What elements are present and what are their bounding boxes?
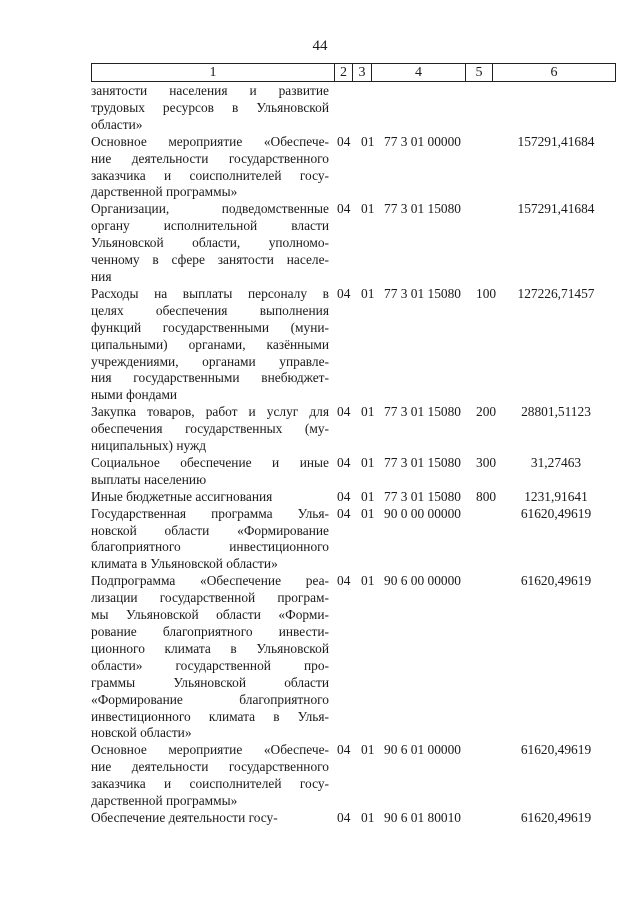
row-description: [91, 286, 329, 404]
description-line: дарственной программы»: [91, 184, 238, 200]
section-code: 04: [337, 133, 351, 149]
subsection-code: 01: [361, 505, 375, 521]
amount: 28801,51123: [521, 404, 591, 420]
header-col-1: 1: [92, 64, 335, 81]
subsection-code: 01: [361, 742, 375, 758]
table-row: [0, 573, 640, 742]
description-line: инвестиционного климата в Улья-: [91, 708, 329, 724]
description-line: «Формирование благоприятного: [91, 691, 329, 707]
description-line: Основное мероприятие «Обеспече-: [91, 133, 329, 149]
header-col-2: 2: [335, 64, 353, 81]
amount: 1231,91641: [524, 488, 588, 504]
row-description: [91, 83, 329, 134]
description-line: выплаты населению: [91, 471, 207, 487]
description-line: дарственной программы»: [91, 793, 238, 809]
section-code: 04: [337, 809, 351, 825]
description-line: климата в Ульяновской области»: [91, 556, 278, 572]
row-description: [91, 573, 329, 742]
description-line: заказчика и соисполнителей госу-: [91, 776, 329, 792]
row-description: [91, 810, 329, 827]
table-row: [0, 742, 640, 810]
amount: 61620,49619: [520, 505, 592, 521]
section-code: 04: [337, 404, 351, 420]
amount: 157291,41684: [517, 133, 595, 149]
target-article-code: 90 6 01 80010: [384, 809, 461, 825]
description-line: ченному в сфере занятости населе-: [91, 252, 329, 268]
table-row: [0, 83, 640, 134]
table-row: [0, 201, 640, 286]
amount: 61620,49619: [520, 809, 592, 825]
description-line: Закупка товаров, работ и услуг для: [91, 404, 329, 420]
amount: 61620,49619: [520, 573, 592, 589]
amount: 127226,71457: [517, 285, 595, 301]
table-body: [0, 83, 640, 827]
description-line: новской области «Формирование: [91, 522, 329, 538]
table-row: [0, 506, 640, 574]
description-line: мы Ульяновской области «Форми-: [91, 607, 329, 623]
expense-type-code: 200: [476, 404, 497, 420]
amount: 31,27463: [530, 454, 582, 470]
description-line: Социальное обеспечение и иные: [91, 454, 329, 470]
row-description: [91, 742, 329, 810]
amount: 61620,49619: [520, 742, 592, 758]
description-line: Государственная программа Улья-: [91, 505, 329, 521]
description-line: ными фондами: [91, 387, 178, 403]
table-row: [0, 455, 640, 489]
description-line: заказчика и соисполнителей госу-: [91, 167, 329, 183]
table-row: [0, 489, 640, 506]
target-article-code: 77 3 01 00000: [384, 133, 461, 149]
subsection-code: 01: [361, 404, 375, 420]
description-line: благоприятного инвестиционного: [91, 539, 329, 555]
description-line: органу исполнительной власти: [91, 218, 329, 234]
expense-type-code: 100: [476, 285, 497, 301]
section-code: 04: [337, 742, 351, 758]
description-line: новской области»: [91, 725, 192, 741]
header-col-3: 3: [353, 64, 372, 81]
row-description: [91, 506, 329, 574]
description-line: ционного климата в Ульяновской: [91, 640, 329, 656]
subsection-code: 01: [361, 573, 375, 589]
target-article-code: 77 3 01 15080: [384, 285, 461, 301]
subsection-code: 01: [361, 809, 375, 825]
description-line: области» государственной про-: [91, 657, 329, 673]
section-code: 04: [337, 201, 351, 217]
row-description: [91, 489, 329, 506]
page-number: 44: [312, 38, 328, 54]
target-article-code: 77 3 01 15080: [384, 488, 461, 504]
description-line: рование благоприятного инвести-: [91, 624, 329, 639]
description-line: Обеспечение деятельности госу-: [91, 809, 278, 825]
target-article-code: 90 0 00 00000: [384, 505, 461, 521]
description-line: трудовых ресурсов в Ульяновской: [91, 99, 329, 115]
section-code: 04: [337, 454, 351, 470]
description-line: ципальными) органами, казёнными: [91, 336, 329, 352]
description-line: лизации государственной програм-: [91, 590, 329, 606]
description-line: Расходы на выплаты персоналу в: [91, 285, 329, 301]
description-line: ние деятельности государственного: [91, 759, 329, 775]
subsection-code: 01: [361, 488, 375, 504]
target-article-code: 77 3 01 15080: [384, 404, 461, 420]
description-line: ния: [91, 268, 112, 284]
description-line: целях обеспечения выполнения: [91, 302, 329, 318]
description-line: граммы Ульяновской области: [91, 674, 329, 690]
row-description: [91, 201, 329, 286]
target-article-code: 90 6 00 00000: [384, 573, 461, 589]
subsection-code: 01: [361, 285, 375, 301]
table-row: [0, 810, 640, 827]
description-line: функций государственными (муни-: [91, 319, 329, 335]
description-line: Организации, подведомственные: [91, 201, 329, 217]
description-line: Иные бюджетные ассигнования: [91, 488, 273, 504]
table-row: [0, 134, 640, 202]
section-code: 04: [337, 505, 351, 521]
description-line: ниципальных) нужд: [91, 438, 207, 454]
header-col-6: 6: [550, 65, 558, 80]
target-article-code: 77 3 01 15080: [384, 201, 461, 217]
description-line: занятости населения и развитие: [91, 83, 329, 98]
row-description: [91, 455, 329, 489]
description-line: обеспечения государственных (му-: [91, 421, 329, 437]
table-row: [0, 404, 640, 455]
description-line: ния государственными внебюджет-: [91, 370, 329, 386]
description-line: Подпрограмма «Обеспечение реа-: [91, 573, 329, 589]
description-line: учреждениями, органами управле-: [91, 353, 329, 369]
subsection-code: 01: [361, 133, 375, 149]
section-code: 04: [337, 573, 351, 589]
description-line: области»: [91, 116, 143, 132]
description-line: Ульяновской области, уполномо-: [91, 235, 329, 251]
header-col-5: 5: [466, 64, 493, 81]
table-row: [0, 286, 640, 404]
description-line: ние деятельности государственного: [91, 150, 329, 166]
description-line: Основное мероприятие «Обеспече-: [91, 742, 329, 758]
subsection-code: 01: [361, 454, 375, 470]
target-article-code: 77 3 01 15080: [384, 454, 461, 470]
row-description: [91, 134, 329, 202]
table-header: [91, 63, 616, 82]
expense-type-code: 800: [476, 488, 497, 504]
expense-type-code: 300: [476, 454, 497, 470]
subsection-code: 01: [361, 201, 375, 217]
target-article-code: 90 6 01 00000: [384, 742, 461, 758]
header-col-4: 4: [372, 64, 466, 81]
amount: 157291,41684: [517, 201, 595, 217]
section-code: 04: [337, 488, 351, 504]
row-description: [91, 404, 329, 455]
section-code: 04: [337, 285, 351, 301]
